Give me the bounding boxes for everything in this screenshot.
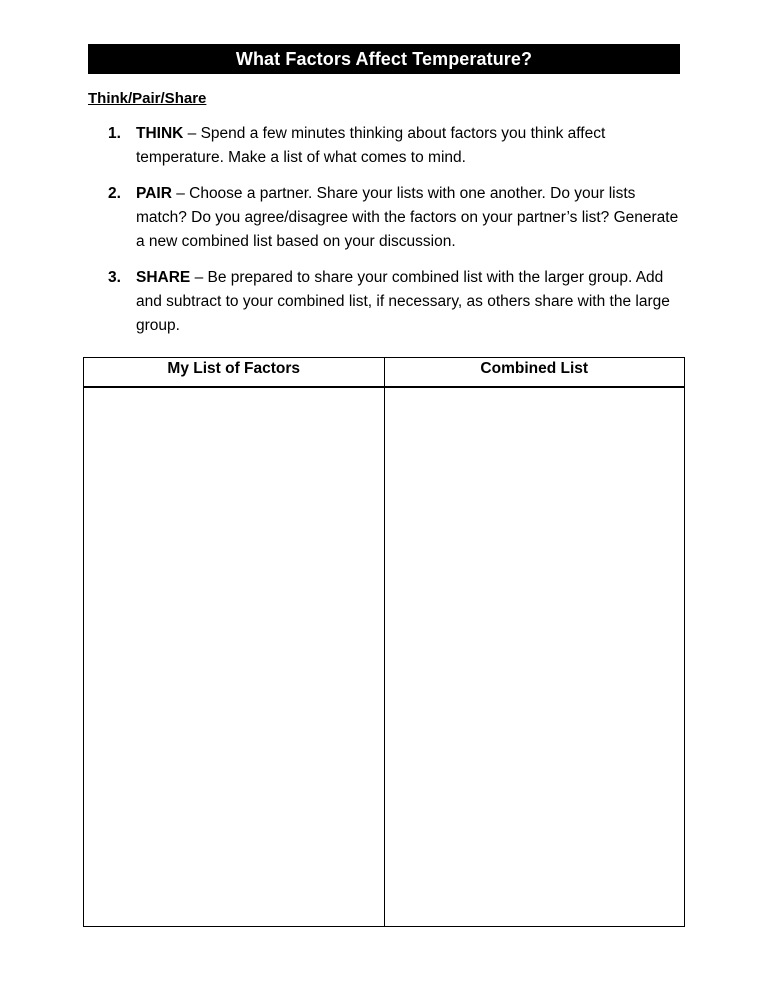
section-heading: Think/Pair/Share bbox=[88, 90, 207, 107]
step-number: 2. bbox=[108, 185, 121, 202]
step-pair bbox=[104, 182, 684, 254]
my-list-writing-area[interactable] bbox=[84, 387, 385, 927]
column-header-my-list: My List of Factors bbox=[84, 358, 385, 388]
step-number: 3. bbox=[108, 269, 121, 286]
factors-table bbox=[83, 357, 685, 927]
step-keyword: PAIR bbox=[136, 185, 172, 202]
step-text: – Spend a few minutes thinking about factors you think affect temperature. Make a list of what comes to mind. bbox=[136, 125, 606, 166]
table-header-row bbox=[84, 358, 685, 388]
step-keyword: THINK bbox=[136, 125, 184, 142]
step-text: – Be prepared to share your combined list with the larger group. Add and subtract to your combined list, if necessary, as others share with the large group. bbox=[136, 269, 670, 334]
combined-list-writing-area[interactable] bbox=[384, 387, 685, 927]
step-share bbox=[104, 266, 684, 338]
column-header-combined-list: Combined List bbox=[384, 358, 685, 388]
step-number: 1. bbox=[108, 125, 121, 142]
worksheet-title-text: What Factors Affect Temperature? bbox=[235, 48, 533, 69]
instruction-steps bbox=[104, 122, 684, 350]
step-text: – Choose a partner. Share your lists with one another. Do your lists match? Do you agree/disagree with the factors on your partner’s list? Generate a new combined list based on your discussion. bbox=[136, 185, 679, 250]
step-keyword: SHARE bbox=[136, 269, 191, 286]
worksheet-title bbox=[88, 44, 680, 74]
table-row bbox=[84, 387, 685, 927]
step-think bbox=[104, 122, 684, 170]
